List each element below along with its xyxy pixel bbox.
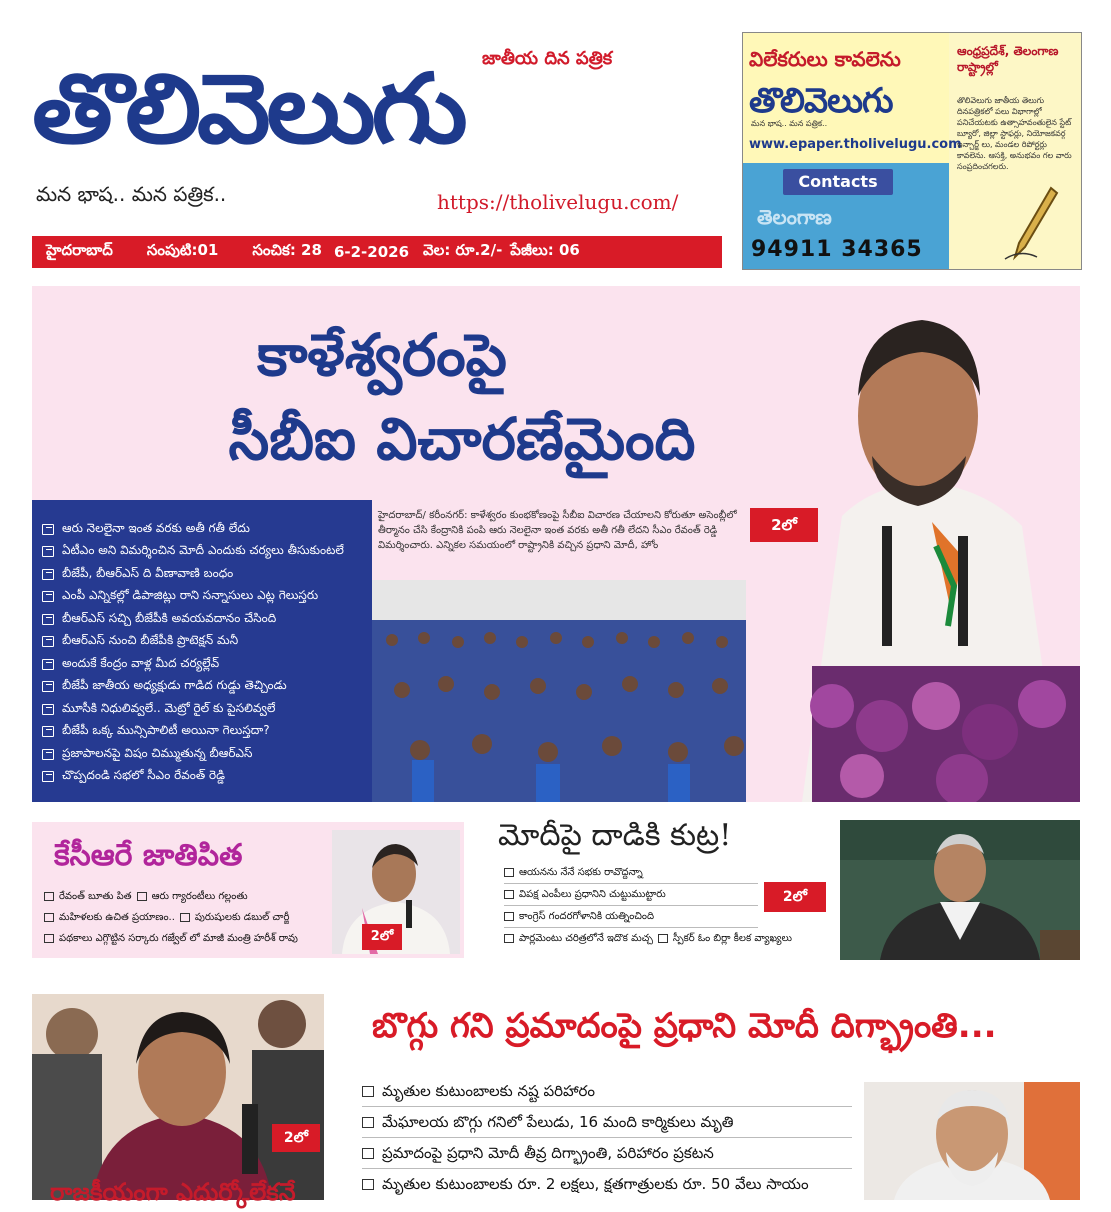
ad-region-title: ఆంధ్రప్రదేశ్, తెలంగాణ రాష్ట్రాల్లో <box>957 44 1059 74</box>
issue-volume: సంపుటి:01 <box>146 241 219 259</box>
pm-modi-photo <box>864 1082 1080 1200</box>
bullet-icon <box>180 913 190 922</box>
bullet-icon <box>42 614 54 625</box>
list-item[interactable]: బీఆర్ఎస్ నుంచి బీజేపీకి ప్రొటెక్షన్ మనీ <box>32 631 372 654</box>
list-item[interactable]: ఆరు నెలలైనా ఇంత వరకు అతీ గతీ లేదు <box>32 518 372 541</box>
revanth-reddy-photo <box>722 286 1080 802</box>
ad-logo-subtitle: మన భాష.. మన పత్రిక.. <box>751 119 828 128</box>
bullet-icon <box>658 934 668 943</box>
ad-contacts-label: Contacts <box>783 169 893 195</box>
ad-logo: తొలివెలుగు <box>749 81 893 121</box>
bullet-icon <box>42 569 54 580</box>
ad-phone-number[interactable]: 94911 34365 <box>751 237 923 262</box>
list-item[interactable]: కాంగ్రెస్ గందరగోళానికి యత్నించింది <box>504 906 758 928</box>
bullet-icon <box>42 636 54 647</box>
continued-page-badge[interactable]: 2లో <box>750 508 818 542</box>
list-item[interactable]: ప్రమాదంపై ప్రధాని మోదీ తీవ్ర దిగ్భ్రాంతి, పరిహారం ప్రకటన <box>362 1138 852 1169</box>
issue-info-bar <box>32 236 722 268</box>
modi-attack-headline[interactable]: మోదీపై దాడికి కుట్ర! <box>498 818 732 853</box>
kcr-story[interactable] <box>32 822 464 958</box>
list-item[interactable]: పథకాలు ఎగ్గొట్టిన సర్కారు గజ్వేల్ లో మాజీ మంత్రి హరీశ్ రావు <box>44 928 344 949</box>
bullet-icon <box>42 749 54 760</box>
bullet-icon <box>504 890 514 899</box>
list-item[interactable]: మూసీకి నిధులివ్వలే.. మెట్రో రైల్ కు పైసలివ్వలే <box>32 698 372 721</box>
bullet-icon <box>44 913 54 922</box>
bullet-icon <box>42 591 54 602</box>
list-item[interactable]: ఎంపీ ఎన్నికల్లో డిపాజిట్లు రాని సన్నాసులు ఎట్ల గెలుస్తరు <box>32 586 372 609</box>
modi-attack-highlights <box>504 862 793 949</box>
ad-headline: విలేకరులు కావలెను <box>749 47 901 71</box>
bullet-icon <box>504 868 514 877</box>
bullet-icon <box>44 934 54 943</box>
bullet-icon <box>42 704 54 715</box>
ad-right-panel <box>953 33 1081 269</box>
bullet-icon <box>504 934 514 943</box>
list-item[interactable]: చొప్పదండి సభలో సీఎం రేవంత్ రెడ్డి <box>32 766 372 789</box>
tagline-national-daily: జాతీయ దిన పత్రిక <box>482 48 613 69</box>
pen-icon <box>1001 183 1061 263</box>
list-item[interactable]: బీజేపీ, బీఆర్ఎస్ ది వీణావాణి బంధం <box>32 563 372 586</box>
list-item[interactable]: రేవంత్ బూతు పిత ఆరు గ్యారంటీలు గల్లంతు <box>44 886 344 907</box>
bullet-icon <box>362 1148 374 1159</box>
bullet-icon <box>362 1086 374 1097</box>
lead-headline-line1: కాళేశ్వరంపై <box>257 321 507 389</box>
website-link[interactable]: https://tholivelugu.com/ <box>437 190 679 214</box>
list-item[interactable]: మేఘాలయ బొగ్గు గనిలో పేలుడు, 16 మంది కార్మికులు మృతి <box>362 1107 852 1138</box>
list-item[interactable]: బీజేపీ ఒక్క మున్సిపాలిటీ అయినా గెలుస్తదా? <box>32 721 372 744</box>
kcr-headline: కేసీఆరే జాతిపిత <box>54 838 243 873</box>
bullet-icon <box>42 771 54 782</box>
kcr-highlights <box>44 886 344 949</box>
issue-number: సంచిక: 28 <box>252 241 322 259</box>
recruitment-ad[interactable] <box>742 32 1082 270</box>
issue-date: 6-2-2026 <box>333 243 410 261</box>
issue-pages: పేజీలు: 06 <box>510 241 580 259</box>
rally-crowd-photo <box>372 580 746 802</box>
kavitha-headline[interactable]: రాజకీయంగా ఎదుర్కోలేకనే <box>50 1178 296 1206</box>
bullet-icon <box>42 726 54 737</box>
bullet-icon <box>362 1179 374 1190</box>
issue-price: వెల: రూ.2/- <box>423 241 503 259</box>
lead-story-body: హైదరాబాద్/ కరీంనగర్: కాళేశ్వరం కుంభకోణంపై సీబీఐ విచారణ చేయాలని కోరుతూ అసెంబ్లీలో తీర్మానం చేసి కేంద్రానికి పంపి ఆరు నెలలైనా ఇంత వరకు అతీ గతీ లేదని సీఎం రేవంత్ రెడ్డి విమర్శించారు. ఎన్నికల సమయంలో రాష్ట్రానికి వచ్చిన ప్రధాని మోదీ, హోం <box>378 510 737 551</box>
issue-city: హైదరాబాద్ <box>46 241 113 259</box>
coal-mine-highlights <box>362 1076 852 1199</box>
bullet-icon <box>137 892 147 901</box>
list-item[interactable]: బీజేపీ జాతీయ అధ్యక్షుడు గాడిద గుడ్డు తెచ్చిండు <box>32 676 372 699</box>
bullet-icon <box>42 524 54 535</box>
ad-state-watermark: తెలంగాణ <box>757 205 832 229</box>
lead-highlights-list <box>32 500 372 802</box>
lead-story[interactable] <box>32 286 1080 802</box>
list-item[interactable]: అందుకే కేంద్రం వాళ్ల మీద చర్యల్లేవ్ <box>32 653 372 676</box>
list-item[interactable]: మృతుల కుటుంబాలకు రూ. 2 లక్షలు, క్షతగాత్రులకు రూ. 50 వేలు సాయం <box>362 1169 852 1199</box>
ad-body-text: తొలివెలుగు జాతీయ తెలుగు దినపత్రికలో పలు విభాగాల్లో పనిచేయటకు ఉత్సాహవంతులైన స్టేట్ బ్యూరో, జిల్లా స్టాఫర్లు, నియోజకవర్గ ఇన్చార్జ్ లు, మండల రిపోర్టర్లు కావలెను. ఆసక్తి, అనుభవం గల వారు సంప్రదించగలరు. <box>957 96 1072 171</box>
list-item[interactable]: ఆయనను నేనే సభకు రావొద్దన్నా <box>504 862 758 884</box>
ad-epaper-link[interactable]: www.epaper.tholivelugu.com <box>749 137 962 152</box>
list-item[interactable]: మహిళలకు ఉచిత ప్రయాణం.. పురుషులకు డబుల్ చార్జీ <box>44 907 344 928</box>
bullet-icon <box>42 546 54 557</box>
speaker-om-birla-photo <box>840 820 1080 960</box>
list-item[interactable]: ఏటీఎం అని విమర్శించిన మోదీ ఎందుకు చర్యలు తీసుకుంటలే <box>32 541 372 564</box>
list-item[interactable]: పార్లమెంటు చరిత్రలోనే ఇదొక మచ్చ స్పీకర్ ఓం బిర్లా కీలక వ్యాఖ్యలు <box>504 928 834 949</box>
newspaper-logo[interactable]: తొలివెలుగు <box>32 53 464 165</box>
lead-headline-line2: సీబీఐ విచారణేమైంది <box>228 405 696 473</box>
kavitha-photo <box>32 994 324 1200</box>
list-item[interactable]: మృతుల కుటుంబాలకు నష్ట పరిహారం <box>362 1076 852 1107</box>
bullet-icon <box>362 1117 374 1128</box>
continued-page-badge[interactable]: 2లో <box>362 924 402 950</box>
list-item[interactable]: ప్రజాపాలనపై విషం చిమ్ముతున్న బీఆర్ఎస్ <box>32 743 372 766</box>
bullet-icon <box>44 892 54 901</box>
continued-page-badge[interactable]: 2లో <box>764 882 826 912</box>
bullet-icon <box>42 681 54 692</box>
tagline-our-language: మన భాష.. మన పత్రిక.. <box>36 182 227 206</box>
bullet-icon <box>42 659 54 670</box>
bullet-icon <box>504 912 514 921</box>
masthead <box>32 32 722 232</box>
list-item[interactable]: బీఆర్ఎస్ సచ్చి బీజేపీకి అవయవదానం చేసింది <box>32 608 372 631</box>
continued-page-badge[interactable]: 2లో <box>272 1124 320 1152</box>
coal-mine-headline[interactable]: బొగ్గు గని ప్రమాదంపై ప్రధాని మోదీ దిగ్భ్రాంతి... <box>372 1006 997 1046</box>
list-item[interactable]: విపక్ష ఎంపీలు ప్రధానిని చుట్టుముట్టారు <box>504 884 758 906</box>
